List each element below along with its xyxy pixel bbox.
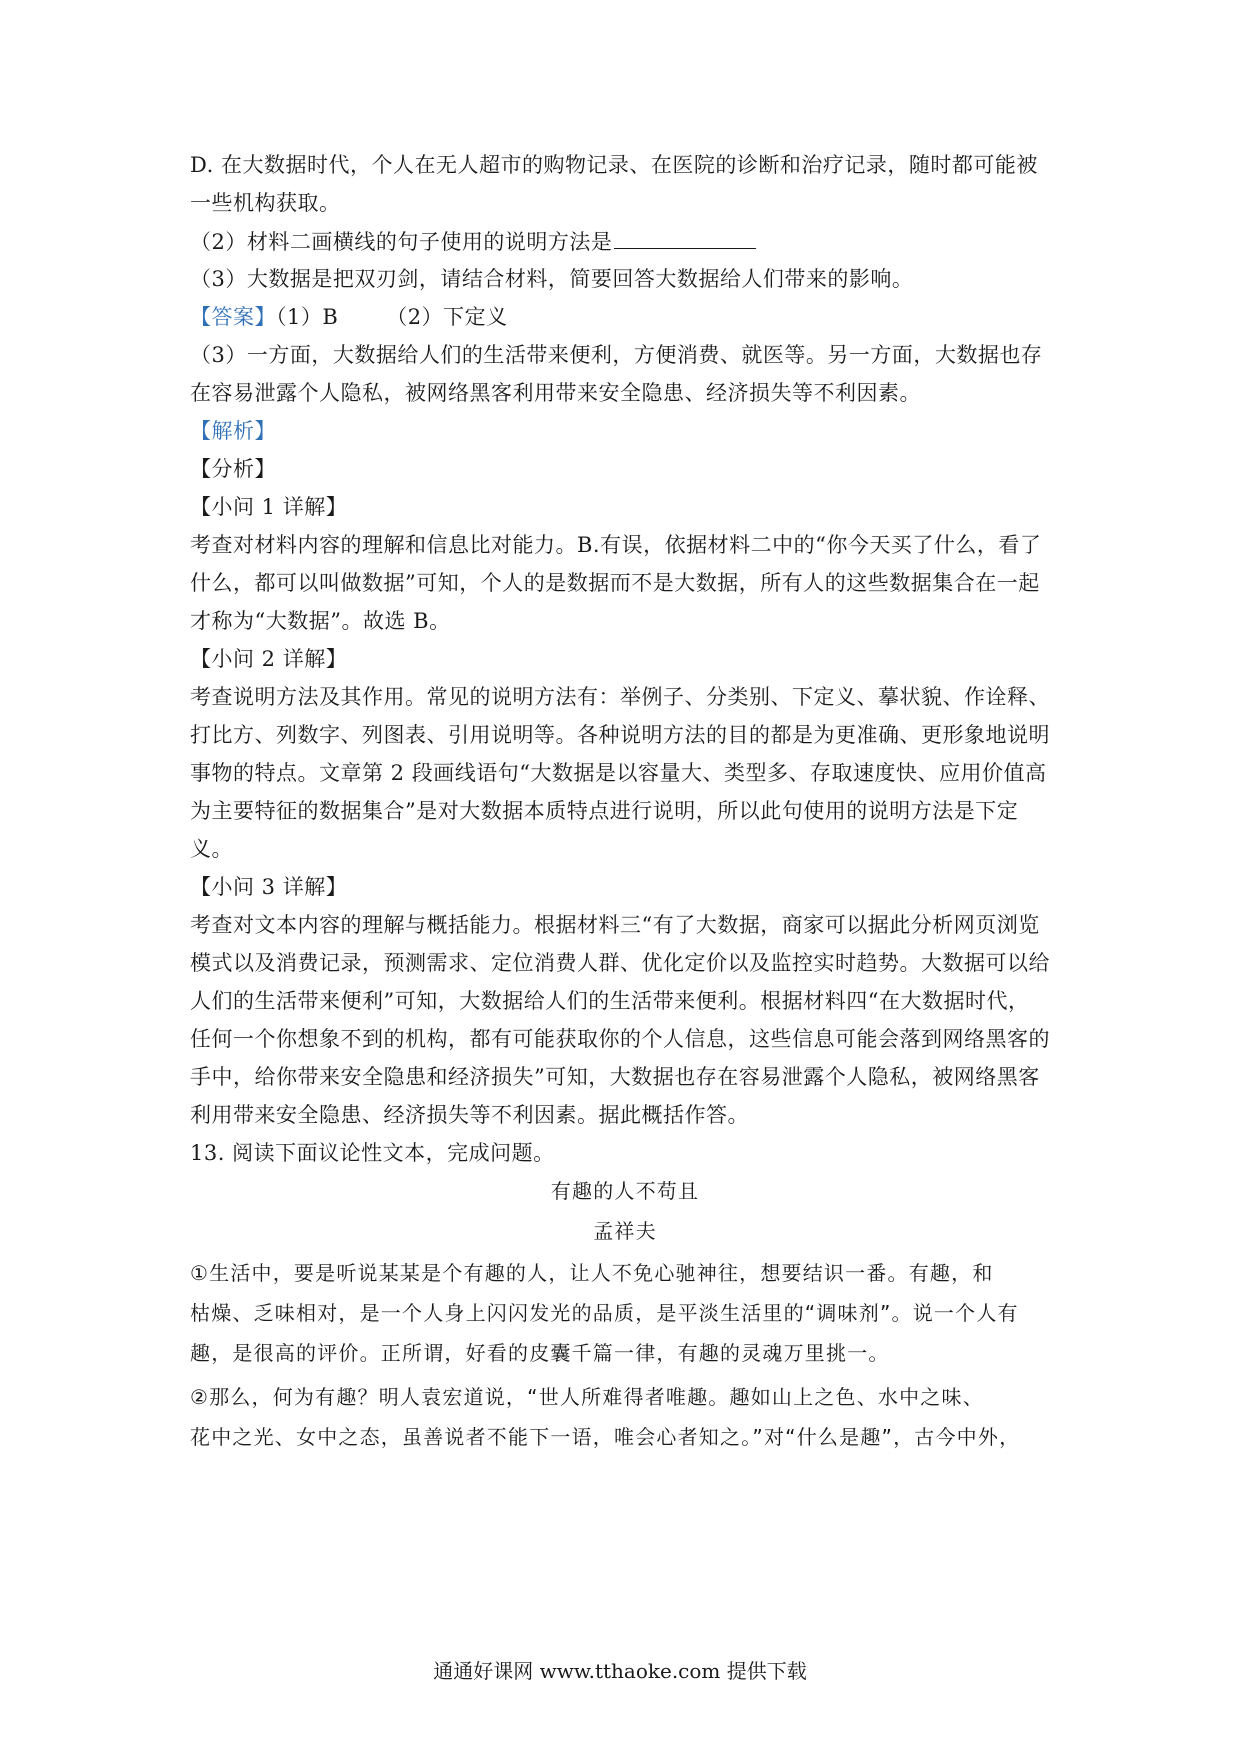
q2-line-2: 打比方、列数字、列图表、引用说明等。各种说明方法的目的都是为更准确、更形象地说明 <box>190 723 1050 747</box>
q1-label: 【小问 1 详解】 <box>190 495 348 519</box>
para-1-line-1: ①生活中，要是听说某某是个有趣的人，让人不免心驰神往，想要结识一番。有趣，和 <box>190 1261 994 1285</box>
q2-line-1: 考查说明方法及其作用。常见的说明方法有：举例子、分类别、下定义、摹状貌、作诠释、 <box>190 685 1050 709</box>
para-2-line-2: 花中之光、女中之态，虽善说者不能下一语，唯会心者知之。”对“什么是趣”，古今中外， <box>190 1425 1021 1449</box>
sub-question-2 <box>190 226 1060 257</box>
q1-line-2: 什么，都可以叫做数据”可知，个人的是数据而不是大数据，所有人的这些数据集合在一起 <box>190 571 1040 595</box>
q2-line-4: 为主要特征的数据集合”是对大数据本质特点进行说明，所以此句使用的说明方法是下定 <box>190 799 1019 823</box>
essay-title: 有趣的人不苟且 <box>550 1179 700 1203</box>
q2-line-3: 事物的特点。文章第 2 段画线语句“大数据是以容量大、类型多、存取速度快、应用价值高 <box>190 761 1047 785</box>
para-1-line-2: 枯燥、乏味相对，是一个人身上闪闪发光的品质，是平淡生活里的“调味剂”。说一个人有 <box>190 1301 1019 1325</box>
answer-part-2: （2）下定义 <box>386 305 508 329</box>
q3-line-1: 考查对文本内容的理解与概括能力。根据材料三“有了大数据，商家可以据此分析网页浏览 <box>190 913 1040 937</box>
q1-line-1: 考查对材料内容的理解和信息比对能力。B.有误，依据材料二中的“你今天买了什么，看了 <box>190 533 1042 557</box>
q3-line-3: 人们的生活带来便利”可知，大数据给人们的生活带来便利。根据材料四“在大数据时代， <box>190 989 1030 1013</box>
q3-line-5: 手中，给你带来安全隐患和经济损失”可知，大数据也存在容易泄露个人隐私，被网络黑客 <box>190 1065 1040 1089</box>
answer-blank <box>614 226 756 249</box>
q3-line-6: 利用带来安全隐患、经济损失等不利因素。据此概括作答。 <box>190 1103 749 1127</box>
para-1-line-3: 趣，是很高的评价。正所谓，好看的皮囊千篇一律，有趣的灵魂万里挑一。 <box>190 1341 890 1365</box>
question-13-prompt: 13. 阅读下面议论性文本，完成问题。 <box>190 1141 555 1165</box>
sub-question-3: （3）大数据是把双刃剑，请结合材料，简要回答大数据给人们带来的影响。 <box>190 267 914 291</box>
option-d-line-2: 一些机构获取。 <box>190 191 341 215</box>
analysis-label: 【解析】 <box>190 419 276 443</box>
option-d-line-1: D. 在大数据时代，个人在无人超市的购物记录、在医院的诊断和治疗记录，随时都可能被 <box>190 153 1038 177</box>
answer-label: 【答案】 <box>190 305 276 329</box>
answer-3-line-2: 在容易泄露个人隐私，被网络黑客利用带来安全隐患、经济损失等不利因素。 <box>190 381 921 405</box>
fenxi-label: 【分析】 <box>190 457 276 481</box>
answer-line <box>190 302 1060 332</box>
q2-line-5: 义。 <box>190 837 233 861</box>
q1-line-3: 才称为“大数据”。故选 B。 <box>190 609 451 633</box>
q3-line-4: 任何一个你想象不到的机构，都有可能获取你的个人信息，这些信息可能会落到网络黑客的 <box>190 1027 1050 1051</box>
answer-part-1: （1）B <box>276 305 339 329</box>
sub-question-2-text: （2）材料二画横线的句子使用的说明方法是 <box>190 230 613 254</box>
essay-author: 孟祥夫 <box>593 1219 657 1243</box>
para-2-line-1: ②那么，何为有趣？明人袁宏道说，“世人所难得者唯趣。趣如山上之色、水中之味、 <box>190 1385 984 1409</box>
q3-label: 【小问 3 详解】 <box>190 875 348 899</box>
answer-3-line-1: （3）一方面，大数据给人们的生活带来便利，方便消费、就医等。另一方面，大数据也存 <box>190 343 1043 367</box>
footer-credit: 通通好课网 www.tthaoke.com 提供下载 <box>433 1659 807 1683</box>
q2-label: 【小问 2 详解】 <box>190 647 348 671</box>
q3-line-2: 模式以及消费记录，预测需求、定位消费人群、优化定价以及监控实时趋势。大数据可以给 <box>190 951 1050 975</box>
